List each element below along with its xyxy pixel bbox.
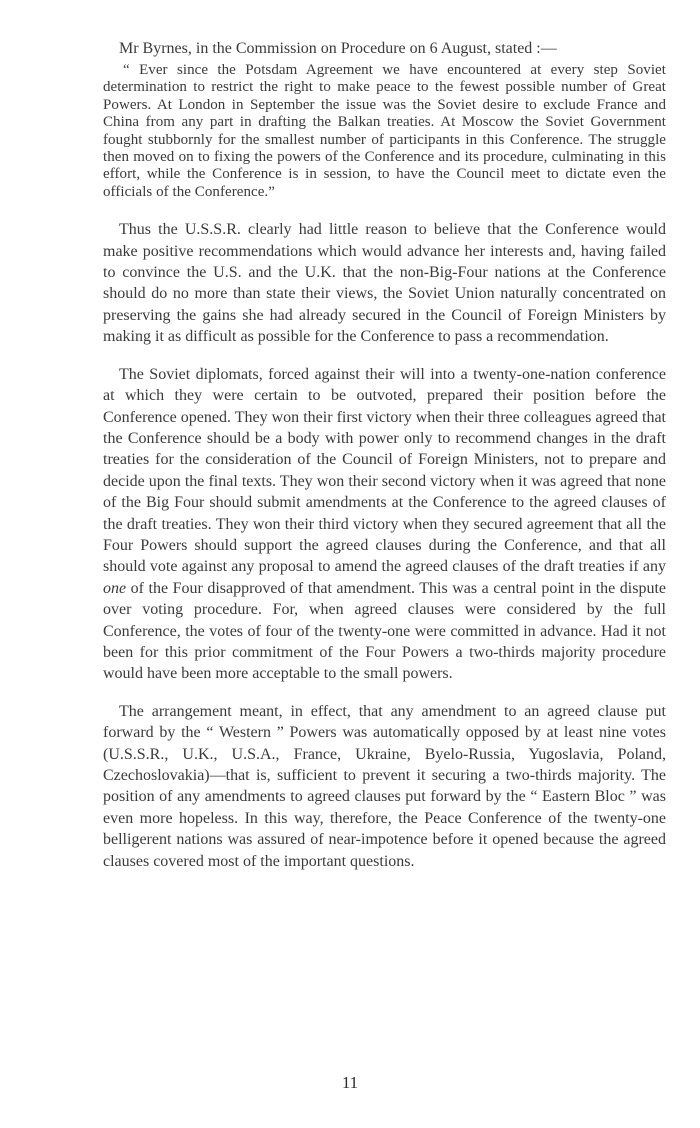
paragraph-2-text-start: The Soviet diplomats, forced against their will into a twenty-one-nation conference at which they were certain to be outvoted, prepared their position before the Conference opened. They won their first victory when their three colleagues agreed that the Conference should be a body with power only to recommend changes in the draft treaties for the consideration of the Council of Foreign Ministers, not to prepare and decide upon the final texts. They won their second victory when it was agreed that none of the Big Four should submit amendments at the Conference to the agreed clauses of the draft treaties. They won their third victory when they secured agreement that all the Four Powers should support the agreed clauses during the Conference, and that all should vote against any proposal to amend the agreed clauses of the draft treaties if any: [103, 365, 666, 576]
document-page: [103, 38, 666, 888]
paragraph-1: Thus the U.S.S.R. clearly had little reason to believe that the Conference would make positive recommendations which would advance her interests and, having failed to convince the U.S. and the U.K. that the non-Big-Four nations at the Conference should do no more than state their views, the Soviet Union naturally concentrated on preserving the gains she had already secured in the Council of Foreign Ministers by making it as difficult as possible for the Conference to pass a recommendation.: [103, 221, 666, 346]
paragraph-2-text-end: of the Four disapproved of that amendment. This was a central point in the dispute over voting procedure. For, when agreed clauses were considered by the full Conference, the votes of four of the twenty-one were committed in advance. Had it not been for this prior commitment of the Four Powers a two-thirds majority procedure would have been more acceptable to the small powers.: [103, 579, 667, 683]
intro-line: Mr Byrnes, in the Commission on Procedure on 6 August, stated :—: [119, 40, 557, 57]
paragraph-2: [103, 364, 666, 685]
paragraph-3: The arrangement meant, in effect, that any amendment to an agreed clause put forward by the “ Western ” Powers was automatically opposed by at least nine votes (U.S.S.R., U.K., U.S.A., France, Ukraine, Byelo-Russia, Yugoslavia, Poland, Czechoslovakia)—that is, sufficient to prevent it securing a two-thirds majority. The position of any amendments to agreed clauses put forward by the “ Eastern Bloc ” was even more hopeless. In this way, therefore, the Peace Conference of the twenty-one belligerent nations was assured of near-impotence before it opened because the agreed clauses covered most of the important questions.: [103, 702, 666, 870]
byrnes-quotation: “ Ever since the Potsdam Agreement we have encountered at every step Soviet determination to restrict the right to make peace to the fewest possible number of Great Powers. At London in September the issue was the Soviet desire to exclude France and China from any part in drafting the Balkan treaties. At Moscow the Soviet Government fought stubbornly for the smallest number of participants in this Conference. The struggle then moved on to fixing the powers of the Conference and its procedure, culminating in this effort, while the Conference is in session, to have the Council meet to dictate even the officials of the Conference.”: [103, 62, 666, 200]
page-number: 11: [341, 1073, 359, 1092]
paragraph-2-italic-word: one: [103, 579, 127, 597]
